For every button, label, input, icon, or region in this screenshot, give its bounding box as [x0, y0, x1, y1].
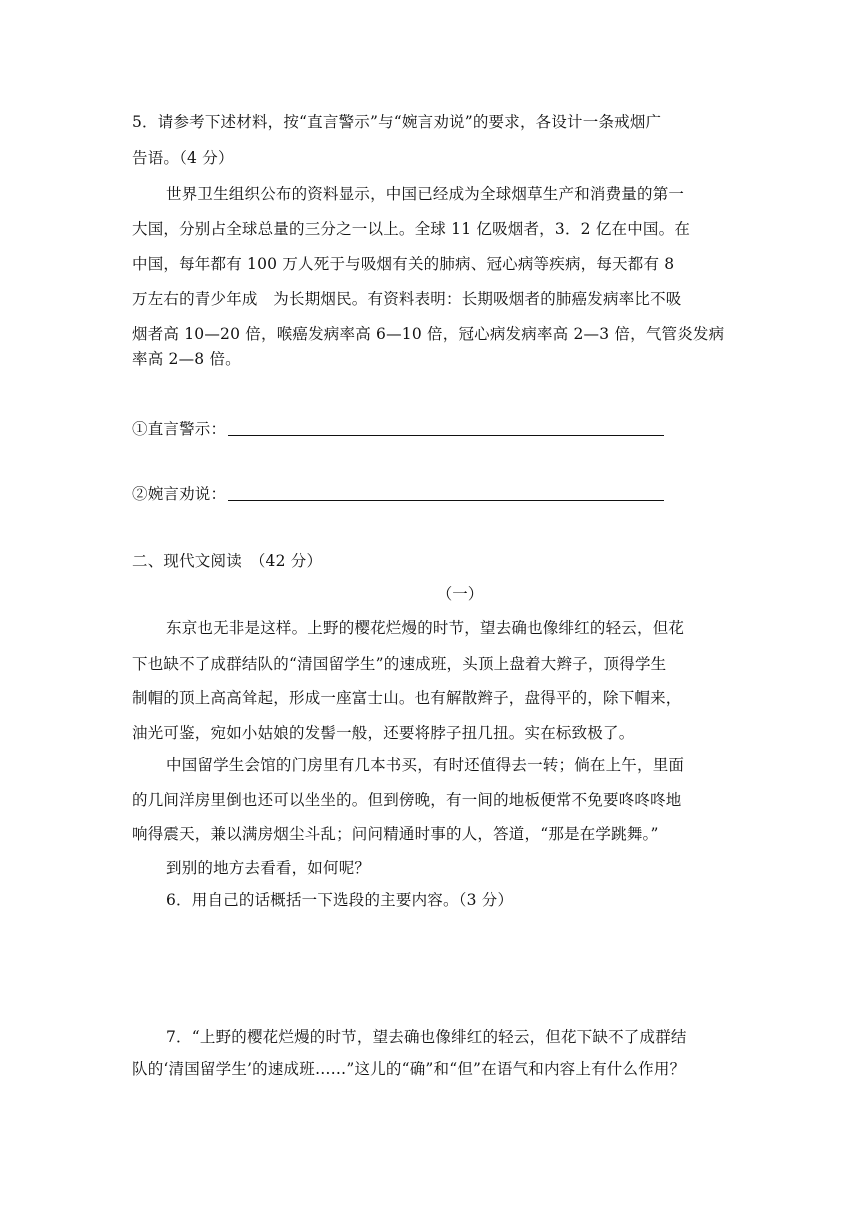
- answer2-blank-line[interactable]: [228, 484, 664, 501]
- passage-line: 中国留学生会馆的门房里有几本书买，有时还值得去一转；倘在上午，里面: [166, 756, 685, 774]
- passage-line: 响得震天，兼以满房烟尘斗乱；问问精通时事的人，答道，“那是在学跳舞。”: [132, 825, 659, 843]
- section2-heading: 二、现代文阅读 （42 分）: [132, 552, 323, 570]
- q5-material-line: 中国，每年都有 100 万人死于与吸烟有关的肺病、冠心病等疾病，每天都有 8: [132, 255, 675, 273]
- answer2-label: ②婉言劝说：: [132, 485, 227, 503]
- q5-material-line: 烟者高 10—20 倍，喉癌发病率高 6—10 倍，冠心病发病率高 2—3 倍，气管炎发病: [132, 325, 725, 343]
- passage-line: 的几间洋房里倒也还可以坐坐的。但到傍晚，有一间的地板便常不免要咚咚咚地: [132, 791, 682, 809]
- q5-material-line: 率高 2—8 倍。: [132, 350, 241, 368]
- q5-prompt-line2: 告语。（4 分）: [132, 149, 234, 167]
- q7-prompt-line1: 7．“上野的樱花烂熳的时节，望去确也像绯红的轻云，但花下缺不了成群结: [166, 1028, 687, 1046]
- q5-prompt-line1: 5．请参考下述材料，按“直言警示”与“婉言劝说”的要求，各设计一条戒烟广: [132, 113, 662, 131]
- passage-line: 到别的地方去看看，如何呢？: [166, 859, 371, 877]
- q7-prompt-line2: 队的‘清国留学生’的速成班……”这儿的“确”和“但”在语气和内容上有什么作用？: [132, 1060, 686, 1078]
- q5-answer1: [132, 417, 732, 441]
- q5-answer2: [132, 482, 732, 506]
- q6-prompt: 6．用自己的话概括一下选段的主要内容。（3 分）: [166, 891, 514, 909]
- answer1-label: ①直言警示：: [132, 420, 227, 438]
- answer1-blank-line[interactable]: [228, 419, 664, 436]
- passage-line: 东京也无非是这样。上野的樱花烂熳的时节，望去确也像绯红的轻云，但花: [166, 619, 685, 637]
- passage-line: 下也缺不了成群结队的“清国留学生”的速成班，头顶上盘着大辫子，顶得学生: [132, 655, 667, 673]
- q5-material-line: 万左右的青少年成 为长期烟民。有资料表明：长期吸烟者的肺癌发病率比不吸: [132, 290, 682, 308]
- passage-line: 油光可鉴，宛如小姑娘的发髻一般，还要将脖子扭几扭。实在标致极了。: [132, 724, 635, 742]
- q5-material-line: 世界卫生组织公布的资料显示，中国已经成为全球烟草生产和消费量的第一: [166, 185, 685, 203]
- passage-line: 制帽的顶上高高耸起，形成一座富士山。也有解散辫子，盘得平的，除下帽来，: [132, 689, 682, 707]
- q5-material-line: 大国，分别占全球总量的三分之一以上。全球 11 亿吸烟者，3．2 亿在中国。在: [132, 220, 691, 238]
- part-marker: （一）: [436, 585, 484, 603]
